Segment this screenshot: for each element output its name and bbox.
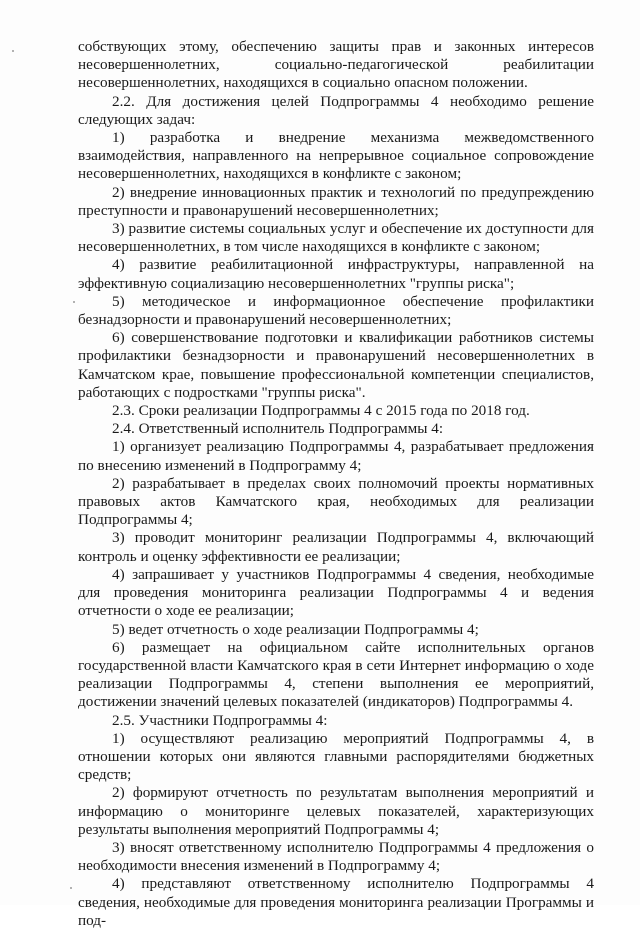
participant-duty-2: 2) формируют отчетность по результатам выполнения мероприятий и информацию о мониторинге целевых показателей, характеризующих результаты выполнения мероприятий Подпрограммы 4; [78,784,594,838]
executor-duty-1: 1) организует реализацию Подпрограммы 4, разрабатывает предложения по внесению изменений в Подпрограмму 4; [78,438,594,474]
section-2-3-paragraph: 2.3. Сроки реализации Подпрограммы 4 с 2015 года по 2018 год. [112,402,530,420]
document-body [78,38,594,930]
participant-duty-3: 3) вносят ответственному исполнителю Подпрограммы 4 предложения о необходимости внесения изменений в Подпрограмму 4; [78,838,594,875]
participant-duty-1: 1) осуществляют реализацию мероприятий Подпрограммы 4, в отношении которых они являются главными распорядителями бюджетных средств; [78,729,594,784]
scan-speck [12,50,14,52]
task-item-1: 1) разработка и внедрение механизма межведомственного взаимодействия, направленного на непрерывное социальное сопровождение несовершеннолетних, находящихся в конфликте с законом; [78,129,594,183]
executor-duty-6: 6) размещает на официальном сайте исполнительных органов государственной власти Камчатского края в сети Интернет информацию о ходе реализации Подпрограммы 4, степени выполнения ее мероприятий, достижении значений целевых показателей (индикаторов) Подпрограммы 4. [78,638,594,711]
task-item-6: 6) совершенствование подготовки и квалификации работников системы профилактики безнадзорности и правонарушений несовершеннолетних в Камчатском крае, повышение профессиональной компетенции специалистов, работающих с подростками "группы риска". [78,329,594,401]
task-item-4: 4) развитие реабилитационной инфраструктуры, направленной на эффективную социализацию несовершеннолетних "группы риска"; [78,256,594,292]
executor-duty-3: 3) проводит мониторинг реализации Подпрограммы 4, включающий контроль и оценку эффективности ее реализации; [78,529,594,565]
executor-duty-4: 4) запрашивает у участников Подпрограммы 4 сведения, необходимые для проведения мониторинга реализации Подпрограммы 4 и ведения отчетности о ходе ее реализации; [78,565,594,620]
scan-speck [70,887,72,889]
task-item-5: 5) методическое и информационное обеспечение профилактики безнадзорности и правонарушений несовершеннолетних; [78,292,594,329]
executor-duty-5: 5) ведет отчетность о ходе реализации Подпрограммы 4; [112,620,479,638]
continuation-paragraph: собствующих этому, обеспечению защиты прав и законных интересов несовершеннолетних, социально-педагогической реабилитации несовершеннолетних, находящихся в социально опасном положении. [78,38,594,92]
participant-duty-4: 4) представляют ответственному исполнителю Подпрограммы 4 сведения, необходимые для проведения мониторинга реализации Программы и под- [78,875,594,929]
executor-duty-2: 2) разрабатывает в пределах своих полномочий проекты нормативных правовых актов Камчатского края, необходимых для реализации Подпрограммы 4; [78,474,594,529]
scan-speck [73,301,75,303]
task-item-3: 3) развитие системы социальных услуг и обеспечение их доступности для несовершеннолетних, в том числе находящихся в конфликте с законом; [78,220,594,256]
task-item-2: 2) внедрение инновационных практик и технологий по предупреждению преступности и правонарушений несовершеннолетних; [78,183,594,219]
section-2-2-paragraph: 2.2. Для достижения целей Подпрограммы 4 необходимо решение следующих задач: [78,92,594,128]
section-2-5-paragraph: 2.5. Участники Подпрограммы 4: [112,711,328,729]
section-2-4-paragraph: 2.4. Ответственный исполнитель Подпрограммы 4: [112,420,444,438]
